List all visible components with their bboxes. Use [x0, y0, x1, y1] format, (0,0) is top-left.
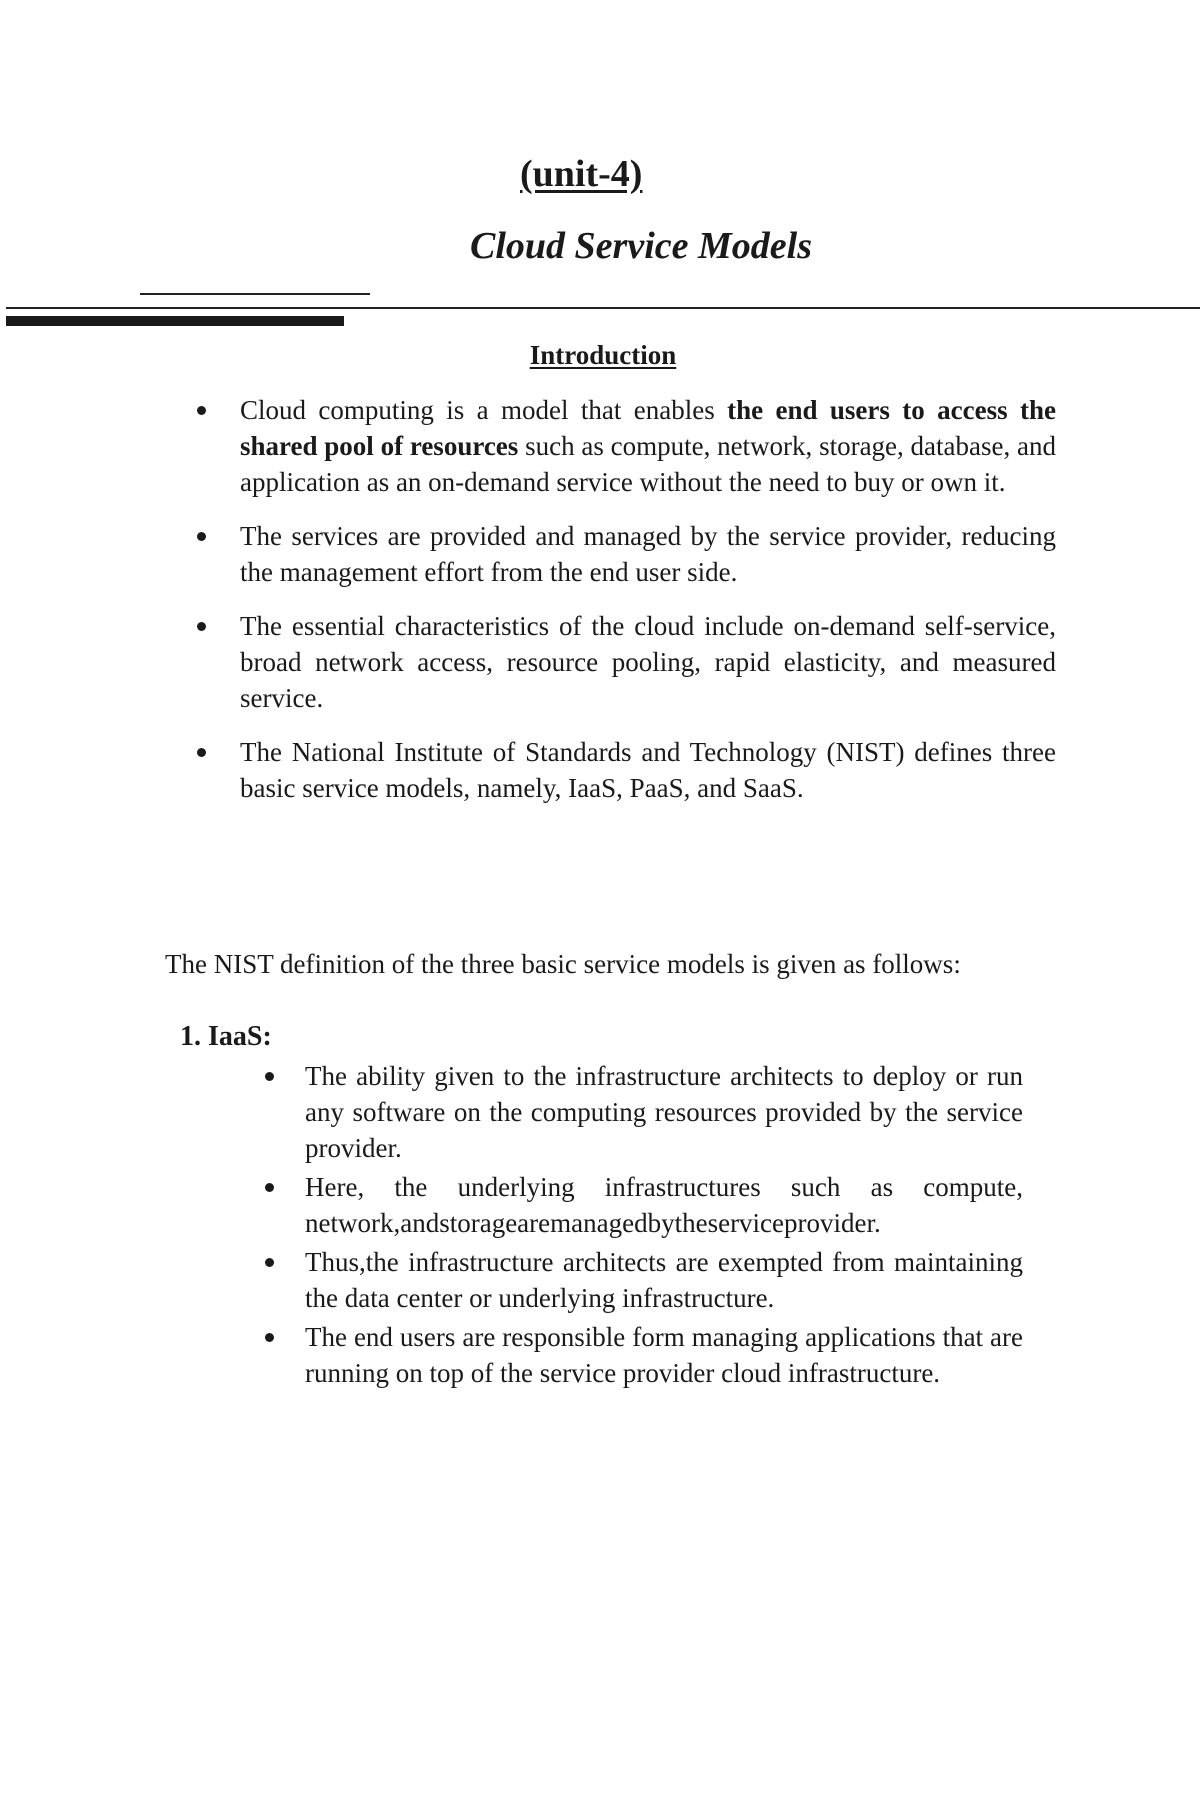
introduction-list	[240, 392, 1056, 824]
unit-label: (unit-4)	[520, 153, 643, 195]
list-item: The services are provided and managed by the service provider, reducing the management effort from the end user side.	[240, 518, 1056, 590]
bullet-text-bold: the end users to access the shared pool of resources	[240, 395, 1056, 461]
list-item: The National Institute of Standards and Technology (NIST) defines three basic service models, namely, IaaS, PaaS, and SaaS.	[240, 734, 1056, 806]
list-item	[240, 392, 1056, 500]
list-item: Thus,the infrastructure architects are exempted from maintaining the data center or underlying infrastructure.	[305, 1244, 1023, 1316]
iaas-list	[305, 1058, 1023, 1394]
introduction-heading: Introduction	[529, 340, 677, 370]
nist-definition-intro: The NIST definition of the three basic service models is given as follows:	[165, 949, 961, 979]
long-rule-divider	[6, 307, 1200, 309]
list-item: The essential characteristics of the cloud include on-demand self-service, broad network access, resource pooling, rapid elasticity, and measured service.	[240, 608, 1056, 716]
list-item: The ability given to the infrastructure architects to deploy or run any software on the computing resources provided by the service provider.	[305, 1058, 1023, 1166]
list-item: Here, the underlying infrastructures such as compute, network,andstoragearemanagedbytheserviceprovider.	[305, 1169, 1023, 1241]
short-rule-divider	[140, 293, 370, 295]
bullet-text-post: such as compute, network, storage, database, and application as an on-demand service without the need to buy or own it.	[240, 431, 1056, 497]
thick-rule-divider	[6, 316, 344, 326]
list-item: The end users are responsible form managing applications that are running on top of the service provider cloud infrastructure.	[305, 1319, 1023, 1391]
page-title: Cloud Service Models	[470, 225, 812, 267]
bullet-text-pre: Cloud computing is a model that enables	[240, 395, 728, 425]
iaas-heading: 1. IaaS:	[180, 1021, 272, 1052]
